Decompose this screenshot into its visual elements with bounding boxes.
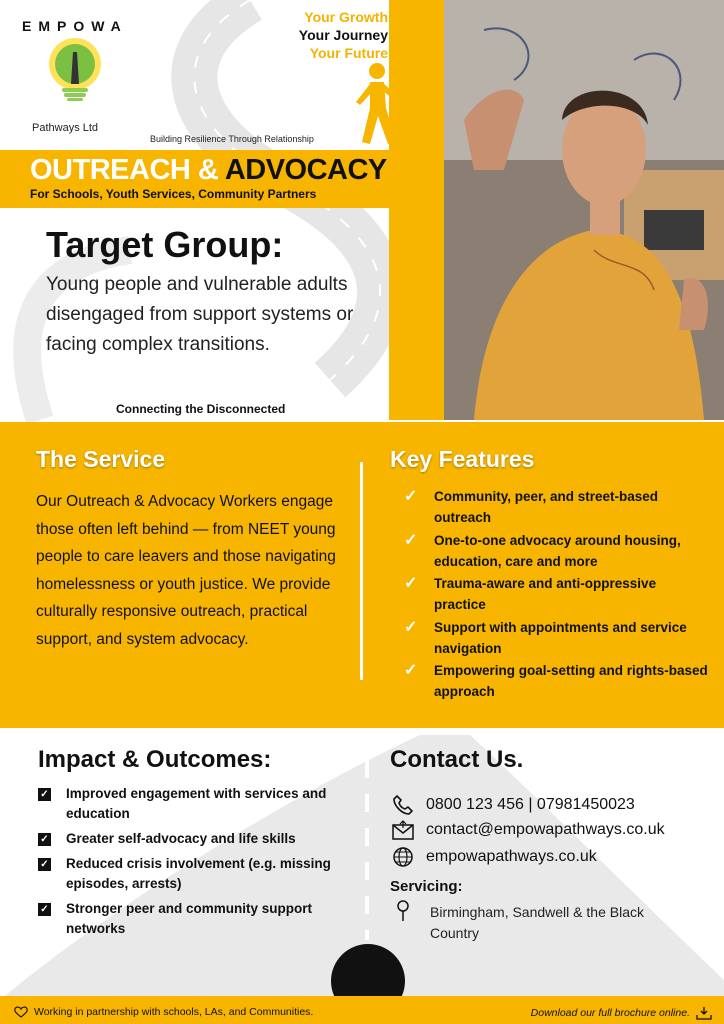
feature-text: Empowering goal-setting and rights-based approach [434, 663, 708, 699]
service-body: Our Outreach & Advocacy Workers engage those often left behind — from NEET young people to care leavers and those navigating homelessness or youth justice. We provide culturally responsive outreach, practical support, and system advocacy. [36, 493, 336, 648]
heart-handshake-icon [14, 1006, 28, 1018]
banner-subtitle: For Schools, Youth Services, Community Partners [30, 187, 317, 201]
target-group-heading: Target Group: [46, 224, 284, 265]
contact-website[interactable] [392, 846, 597, 868]
footer-download[interactable] [531, 1006, 712, 1020]
website-url[interactable]: empowapathways.co.uk [426, 848, 597, 865]
impact-list [38, 784, 368, 944]
key-features-heading: Key Features [390, 446, 535, 472]
target-group-slogan: Connecting the Disconnected [116, 402, 286, 416]
impact-heading: Impact & Outcomes: [38, 746, 272, 773]
impact-text: Improved engagement with services and education [66, 786, 327, 821]
checkbox-icon: ✓ [38, 903, 51, 916]
phone-numbers[interactable]: 0800 123 456 | 07981450023 [426, 796, 635, 813]
service-section [0, 422, 724, 728]
list-item [38, 829, 368, 849]
footer-right-text[interactable]: Download our full brochure online. [530, 1007, 690, 1019]
tagline [248, 8, 388, 62]
impact-text: Reduced crisis involvement (e.g. missing episodes, arrests) [66, 856, 331, 891]
footer-left-text: Working in partnership with schools, LAs, and Communities. [34, 1006, 314, 1018]
check-icon: ✓ [404, 531, 418, 549]
check-icon: ✓ [404, 488, 418, 505]
target-group-body: Young people and vulnerable adults disengaged from support systems or facing complex transitions. [46, 274, 354, 355]
impact-text: Greater self-advocacy and life skills [66, 831, 296, 846]
impact-text: Stronger peer and community support networks [66, 901, 313, 936]
list-item [400, 573, 710, 615]
banner-title-part1: OUTREACH & [30, 154, 225, 186]
email-address[interactable]: contact@empowapathways.co.uk [426, 821, 665, 838]
resilience-caption: Building Resilience Through Relationship [150, 134, 314, 144]
list-item [38, 899, 368, 939]
title-banner [0, 150, 444, 208]
feature-text: Community, peer, and street-based outreach [434, 489, 659, 525]
banner-title [30, 154, 387, 187]
phone-icon [392, 794, 414, 816]
young-person-photo [444, 0, 724, 420]
checkbox-icon: ✓ [38, 833, 51, 846]
checkbox-icon: ✓ [38, 858, 51, 871]
section-divider [360, 462, 363, 680]
location-pin-icon [396, 900, 410, 922]
tagline-line-3: Your Future [309, 45, 388, 61]
footer-partnership [14, 1006, 313, 1018]
list-item [400, 617, 710, 659]
contact-heading: Contact Us. [390, 746, 524, 773]
check-icon: ✓ [404, 618, 418, 636]
list-item [400, 486, 710, 528]
envelope-icon [392, 820, 414, 840]
servicing-area: Birmingham, Sandwell & the Black Country [430, 904, 644, 941]
checkbox-icon: ✓ [38, 788, 51, 801]
banner-arrow-shape [420, 150, 444, 208]
download-icon[interactable] [696, 1006, 712, 1020]
contact-phone[interactable] [392, 794, 635, 816]
banner-title-part2: ADVOCACY [224, 154, 387, 186]
globe-icon [392, 846, 414, 868]
tagline-line-2: Your Journey [298, 27, 388, 43]
check-icon: ✓ [404, 575, 418, 592]
lightbulb-logo-icon [40, 32, 110, 102]
servicing-heading: Servicing: [390, 878, 463, 895]
empowa-logo [22, 18, 127, 136]
feature-text: Support with appointments and service navigation [434, 619, 687, 656]
list-item [400, 660, 710, 702]
feature-text: Trauma-aware and anti-oppressive practice [434, 576, 657, 612]
list-item [38, 854, 368, 894]
tagline-line-1: Your Growth [304, 9, 388, 25]
service-heading: The Service [36, 446, 166, 472]
logo-wordmark: EMPOWA [22, 18, 128, 34]
walking-person-icon [350, 62, 404, 148]
key-features-list [400, 486, 710, 704]
list-item [38, 784, 368, 824]
list-item [400, 530, 710, 572]
logo-subtitle: Pathways Ltd [32, 122, 99, 134]
check-icon: ✓ [404, 662, 418, 679]
feature-text: One-to-one advocacy around housing, education, care and more [434, 532, 681, 569]
contact-email[interactable] [392, 820, 665, 840]
